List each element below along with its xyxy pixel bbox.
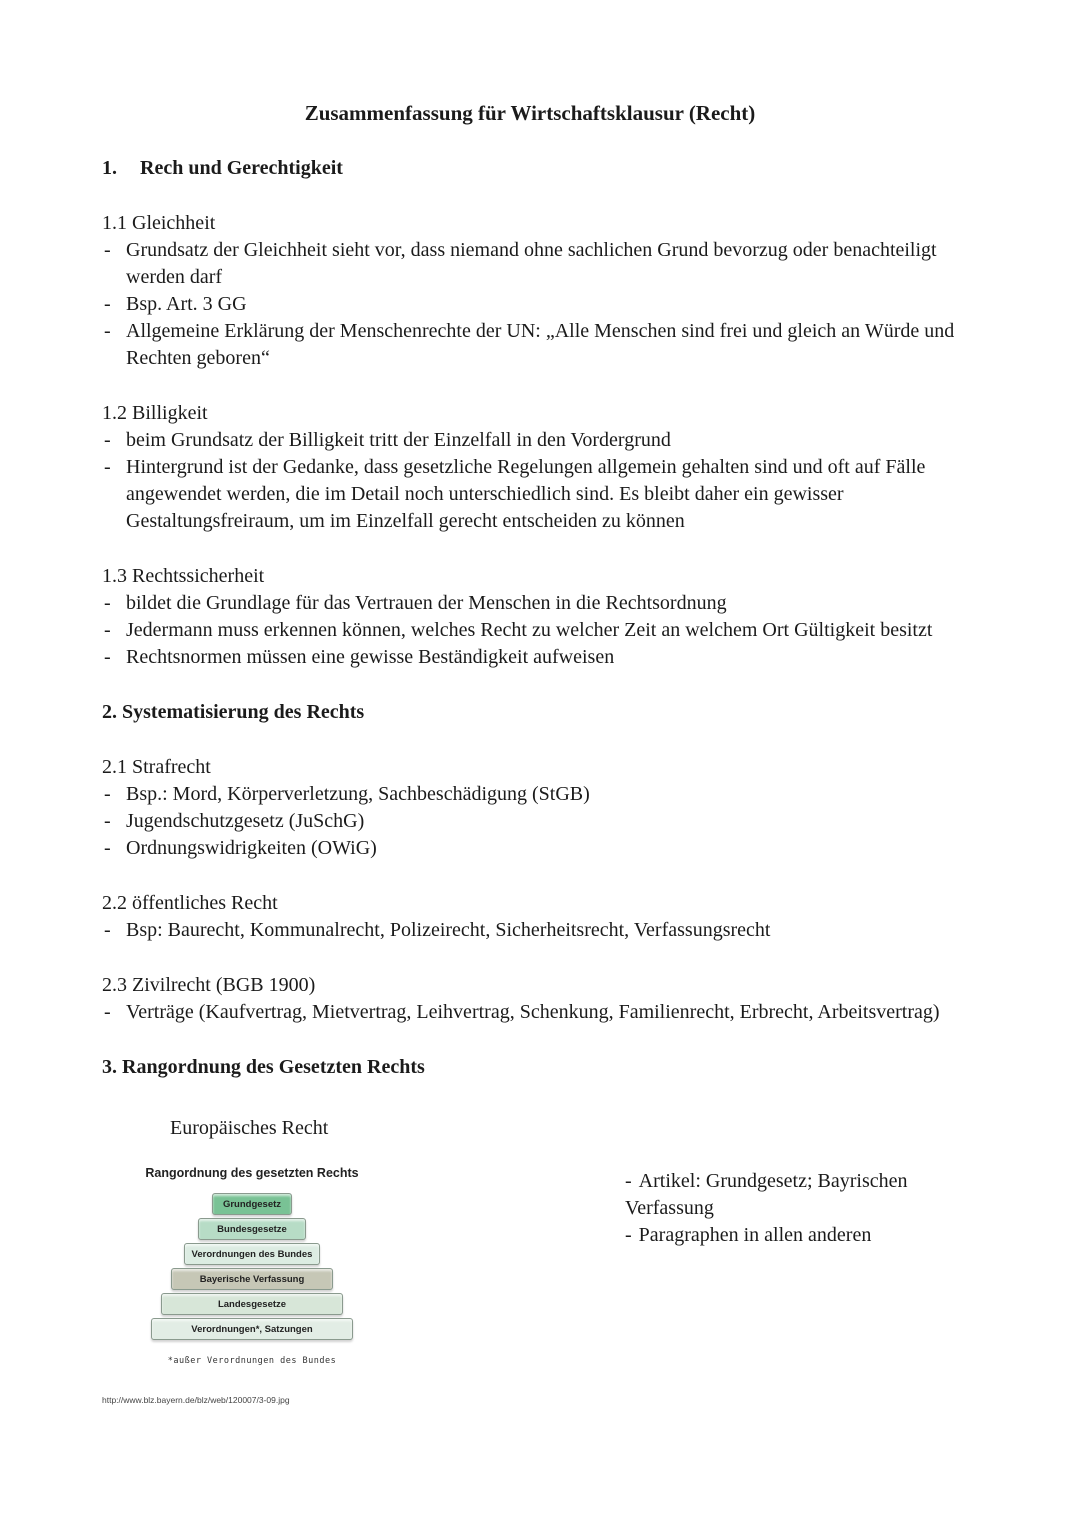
dash-marker: - bbox=[104, 1001, 111, 1023]
subsection-2-2 bbox=[102, 890, 958, 944]
dash-marker: - bbox=[625, 1224, 632, 1246]
section-3-heading: 3. Rangordnung des Gesetzten Rechts bbox=[102, 1056, 425, 1078]
subsection-1-2-list bbox=[102, 427, 958, 535]
subsection-2-2-list bbox=[102, 917, 958, 944]
list-item bbox=[102, 590, 958, 617]
subsection-1-3-list bbox=[102, 590, 958, 671]
section-2-heading: 2. Systematisierung des Rechts bbox=[102, 701, 365, 723]
subsection-2-3 bbox=[102, 972, 958, 1026]
list-item bbox=[102, 808, 958, 835]
subsection-1-1-heading: 1.1 Gleichheit bbox=[102, 212, 216, 234]
subsection-1-2 bbox=[102, 400, 958, 535]
dash-marker: - bbox=[104, 293, 111, 315]
note-text: Paragraphen in allen anderen bbox=[638, 1224, 872, 1246]
dash-marker: - bbox=[104, 837, 111, 859]
list-item bbox=[102, 617, 958, 644]
dash-marker: - bbox=[104, 239, 111, 261]
pyramid-footnote: *außer Verordnungen des Bundes bbox=[167, 1356, 337, 1366]
section-1-number: 1. bbox=[102, 157, 117, 179]
subsection-1-2-heading: 1.2 Billigkeit bbox=[102, 402, 208, 424]
list-item bbox=[102, 318, 958, 372]
list-item-text: Bsp.: Mord, Körperverletzung, Sachbeschädigung (StGB) bbox=[126, 783, 590, 805]
section-3-notes bbox=[625, 1164, 945, 1249]
list-item-text: Hintergrund ist der Gedanke, dass gesetzliche Regelungen allgemein gehalten sind und oft auf Fälle angewendet werden, die im Detail noch unterschiedlich sind. Es bleibt daher ein gewisser Gestaltungsfreiraum, um im Einzelfall gerecht entscheiden zu können bbox=[126, 456, 926, 532]
subsection-2-3-list bbox=[102, 999, 958, 1026]
pyramid-figure bbox=[102, 1164, 402, 1414]
section-1-title: Rech und Gerechtigkeit bbox=[140, 157, 343, 179]
dash-marker: - bbox=[104, 456, 111, 478]
document-title: Zusammenfassung für Wirtschaftsklausur (Recht) bbox=[304, 101, 756, 125]
dash-marker: - bbox=[104, 429, 111, 451]
list-item-text: Allgemeine Erklärung der Menschenrechte der UN: „Alle Menschen sind frei und gleich an Würde und Rechten geboren“ bbox=[126, 320, 955, 369]
list-item-text: Bsp. Art. 3 GG bbox=[126, 293, 247, 315]
subsection-2-1-list bbox=[102, 781, 958, 862]
list-item-text: Rechtsnormen müssen eine gewisse Beständigkeit aufweisen bbox=[126, 646, 615, 668]
pyramid-level-bayerische-verfassung: Bayerische Verfassung bbox=[171, 1268, 333, 1290]
note-item bbox=[625, 1168, 945, 1222]
section-3-intro: Europäisches Recht bbox=[170, 1117, 329, 1139]
list-item-text: Grundsatz der Gleichheit sieht vor, dass niemand ohne sachlichen Grund bevorzug oder benachteiligt werden darf bbox=[126, 239, 937, 288]
list-item-text: Jedermann muss erkennen können, welches Recht zu welcher Zeit an welchem Ort Gültigkeit besitzt bbox=[126, 619, 933, 641]
list-item bbox=[102, 454, 958, 535]
note-text: Artikel: Grundgesetz; Bayrischen Verfassung bbox=[625, 1170, 908, 1219]
list-item bbox=[102, 781, 958, 808]
pyramid-level-verordnungen-satzungen: Verordnungen*, Satzungen bbox=[151, 1318, 353, 1340]
dash-marker: - bbox=[104, 592, 111, 614]
pyramid-figure-title: Rangordnung des gesetzten Rechts bbox=[145, 1166, 359, 1180]
list-item bbox=[102, 237, 958, 291]
section-1-heading bbox=[102, 155, 958, 182]
section-3-content bbox=[102, 1164, 958, 1414]
subsection-1-3-heading: 1.3 Rechtssicherheit bbox=[102, 565, 265, 587]
subsection-2-1 bbox=[102, 754, 958, 862]
subsection-1-1 bbox=[102, 210, 958, 372]
list-item-text: bildet die Grundlage für das Vertrauen der Menschen in die Rechtsordnung bbox=[126, 592, 727, 614]
subsection-2-2-heading: 2.2 öffentliches Recht bbox=[102, 892, 278, 914]
list-item bbox=[102, 291, 958, 318]
list-item bbox=[102, 917, 958, 944]
dash-marker: - bbox=[104, 619, 111, 641]
dash-marker: - bbox=[104, 919, 111, 941]
dash-marker: - bbox=[104, 783, 111, 805]
subsection-2-1-heading: 2.1 Strafrecht bbox=[102, 756, 211, 778]
pyramid-source-url: http://www.blz.bayern.de/blz/web/120007/3-09.jpg bbox=[102, 1395, 290, 1405]
dash-marker: - bbox=[104, 320, 111, 342]
pyramid-level-grundgesetz: Grundgesetz bbox=[212, 1193, 292, 1215]
list-item bbox=[102, 644, 958, 671]
list-item-text: Bsp: Baurecht, Kommunalrecht, Polizeirecht, Sicherheitsrecht, Verfassungsrecht bbox=[126, 919, 771, 941]
list-item bbox=[102, 835, 958, 862]
list-item bbox=[102, 999, 958, 1026]
list-item-text: Jugendschutzgesetz (JuSchG) bbox=[126, 810, 365, 832]
subsection-1-3 bbox=[102, 563, 958, 671]
dash-marker: - bbox=[625, 1170, 632, 1192]
pyramid-diagram bbox=[102, 1193, 402, 1343]
pyramid-level-bundesgesetze: Bundesgesetze bbox=[198, 1218, 306, 1240]
list-item-text: Ordnungswidrigkeiten (OWiG) bbox=[126, 837, 377, 859]
dash-marker: - bbox=[104, 646, 111, 668]
list-item bbox=[102, 427, 958, 454]
pyramid-level-landesgesetze: Landesgesetze bbox=[161, 1293, 343, 1315]
subsection-2-3-heading: 2.3 Zivilrecht (BGB 1900) bbox=[102, 974, 316, 996]
note-item bbox=[625, 1222, 945, 1249]
pyramid-level-verordnungen-des-bundes: Verordnungen des Bundes bbox=[184, 1243, 320, 1265]
dash-marker: - bbox=[104, 810, 111, 832]
subsection-1-1-list bbox=[102, 237, 958, 372]
list-item-text: beim Grundsatz der Billigkeit tritt der Einzelfall in den Vordergrund bbox=[126, 429, 671, 451]
list-item-text: Verträge (Kaufvertrag, Mietvertrag, Leihvertrag, Schenkung, Familienrecht, Erbrecht, Arbeitsvertrag) bbox=[126, 1001, 940, 1023]
